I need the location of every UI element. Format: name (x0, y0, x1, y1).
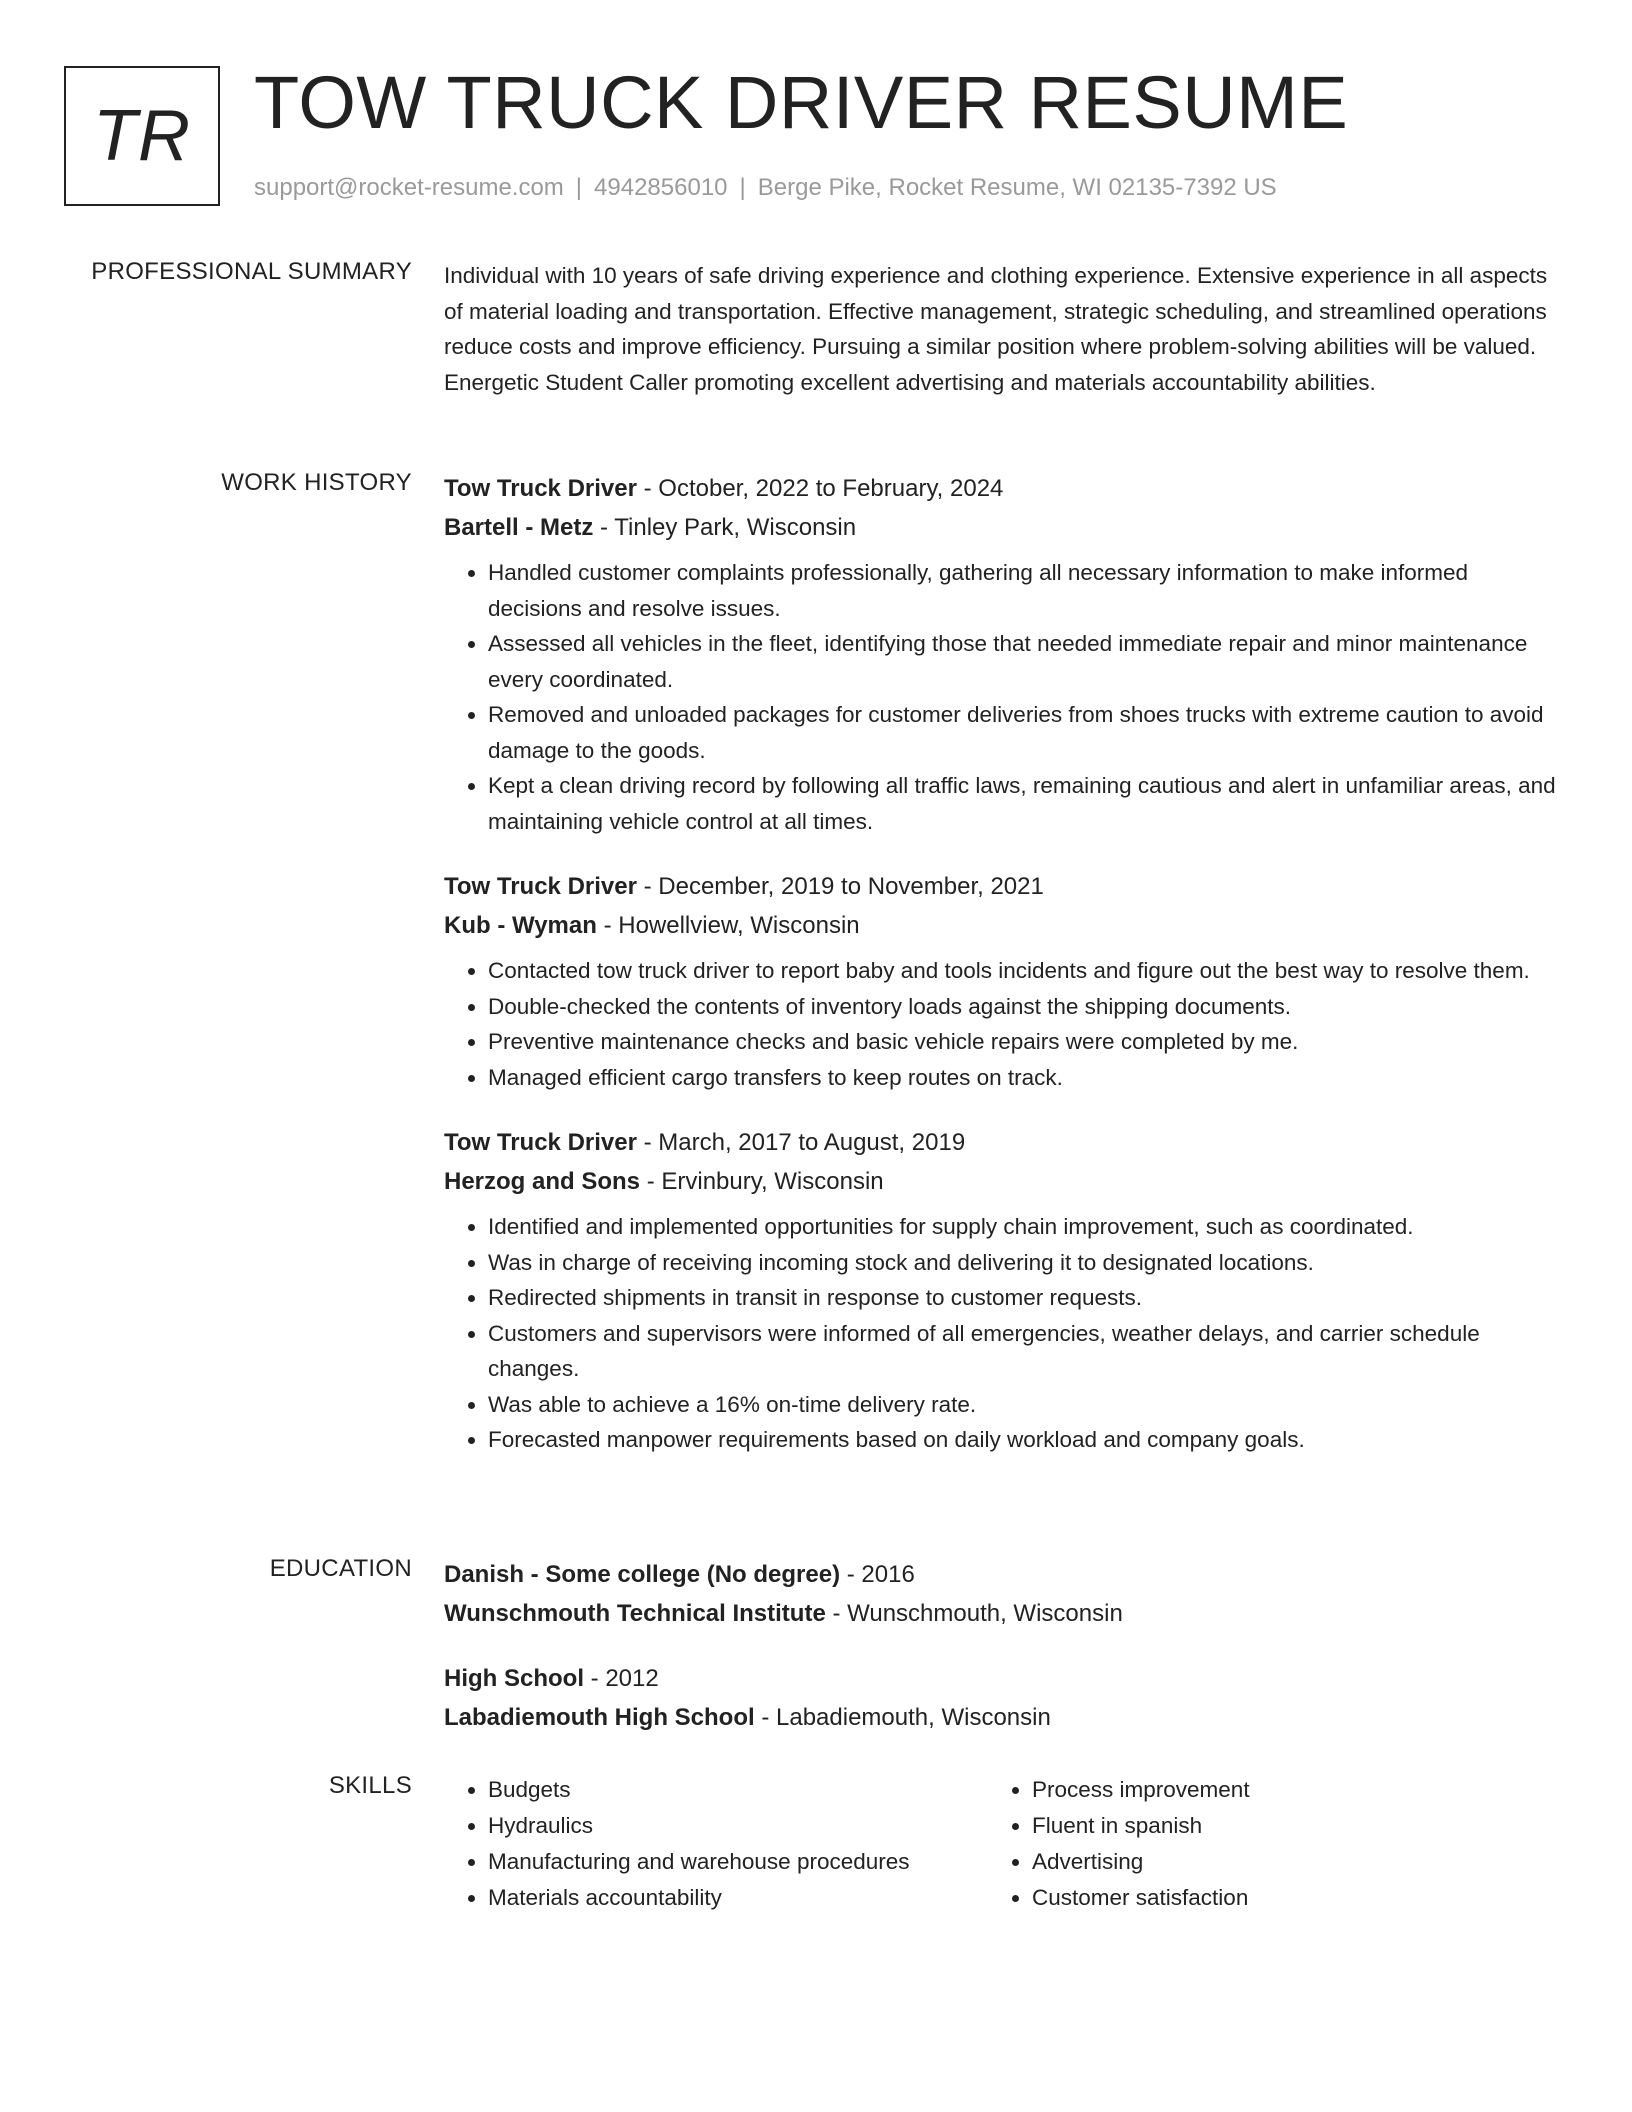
list-item: • Assessed all vehicles in the fleet, identifying those that needed immediate repair and minor maintenance every coordinated. (488, 626, 1564, 697)
contact-line (254, 174, 1277, 202)
job-title: Tow Truck Driver (444, 873, 637, 900)
education-degree: Danish - Some college (No degree) (444, 1561, 841, 1588)
list-item: • Redirected shipments in transit in response to customer requests. (488, 1280, 1564, 1316)
skills-list-right (988, 1772, 1250, 1916)
education-year: - 2016 (840, 1561, 915, 1588)
education-degree: High School (444, 1665, 584, 1692)
job-title: Tow Truck Driver (444, 475, 637, 502)
job-company: Kub - Wyman (444, 912, 597, 939)
education-entry (444, 1659, 1564, 1737)
job-title-line (444, 469, 1564, 508)
list-item: • Was in charge of receiving incoming stock and delivering it to designated locations. (488, 1245, 1564, 1281)
education-degree-line (444, 1659, 1564, 1698)
section-heading-work-history: WORK HISTORY (221, 469, 412, 496)
job-entry (444, 469, 1564, 839)
list-item: • Contacted tow truck driver to report baby and tools incidents and figure out the best way to resolve them. (488, 953, 1564, 989)
education-school: Labadiemouth High School (444, 1704, 755, 1731)
skill-item: • Manufacturing and warehouse procedures (488, 1844, 988, 1880)
list-item: • Identified and implemented opportunities for supply chain improvement, such as coordinated. (488, 1209, 1564, 1245)
education-year: - 2012 (584, 1665, 659, 1692)
education-school-line (444, 1698, 1564, 1737)
job-location: - Tinley Park, Wisconsin (593, 514, 857, 541)
job-entry (444, 1123, 1564, 1458)
skill-item: • Fluent in spanish (1032, 1808, 1250, 1844)
list-item: • Preventive maintenance checks and basic vehicle repairs were completed by me. (488, 1024, 1564, 1060)
resume-header (64, 61, 1568, 212)
education-entry (444, 1555, 1564, 1633)
job-entry (444, 867, 1564, 1095)
job-location: - Ervinbury, Wisconsin (640, 1168, 884, 1195)
job-company-line (444, 1162, 1564, 1201)
education-school-line (444, 1594, 1564, 1633)
education-degree-line (444, 1555, 1564, 1594)
job-dates: - October, 2022 to February, 2024 (636, 475, 1004, 502)
job-company: Herzog and Sons (444, 1168, 641, 1195)
resume-title: TOW TRUCK DRIVER RESUME (254, 61, 1349, 144)
education-location: - Wunschmouth, Wisconsin (825, 1600, 1123, 1627)
list-item: • Handled customer complaints professionally, gathering all necessary information to make informed decisions and resolve issues. (488, 555, 1564, 626)
job-title: Tow Truck Driver (444, 1129, 637, 1156)
list-item: • Double-checked the contents of inventory loads against the shipping documents. (488, 989, 1564, 1025)
job-location: - Howellview, Wisconsin (596, 912, 860, 939)
job-company-line (444, 508, 1564, 547)
education-school: Wunschmouth Technical Institute (444, 1600, 826, 1627)
skills-columns (444, 1772, 1564, 1916)
contact-separator: | (739, 174, 746, 201)
skill-item: • Hydraulics (488, 1808, 988, 1844)
education-location: - Labadiemouth, Wisconsin (754, 1704, 1051, 1731)
skill-item: • Materials accountability (488, 1880, 988, 1916)
contact-phone[interactable]: 4942856010 (594, 174, 728, 201)
skill-item: • Process improvement (1032, 1772, 1250, 1808)
list-item: • Was able to achieve a 16% on-time delivery rate. (488, 1387, 1564, 1423)
contact-email[interactable]: support@rocket-resume.com (254, 174, 564, 201)
job-title-line (444, 1123, 1564, 1162)
job-company-line (444, 906, 1564, 945)
job-duties-list (444, 953, 1564, 1095)
job-dates: - December, 2019 to November, 2021 (636, 873, 1044, 900)
job-duties-list (444, 1209, 1564, 1458)
job-duties-list (444, 555, 1564, 839)
summary-text: Individual with 10 years of safe driving experience and clothing experience. Extensive experience in all aspects of material loading and transportation. Effective management, strategic scheduling, and streamlined operations reduce costs and improve efficiency. Pursuing a similar position where problem-solving abilities will be valued. Energetic Student Caller promoting excellent advertising and materials accountability abilities. (444, 263, 1548, 395)
list-item: • Removed and unloaded packages for customer deliveries from shoes trucks with extreme caution to avoid damage to the goods. (488, 697, 1564, 768)
job-company: Bartell - Metz (444, 514, 594, 541)
list-item: • Kept a clean driving record by following all traffic laws, remaining cautious and alert in unfamiliar areas, and maintaining vehicle control at all times. (488, 768, 1564, 839)
job-dates: - March, 2017 to August, 2019 (636, 1129, 966, 1156)
section-heading-education: EDUCATION (269, 1555, 412, 1582)
job-title-line (444, 867, 1564, 906)
skills-list-left (444, 1772, 988, 1916)
list-item: • Managed efficient cargo transfers to keep routes on track. (488, 1060, 1564, 1096)
skill-item: • Customer satisfaction (1032, 1880, 1250, 1916)
skill-item: • Advertising (1032, 1844, 1250, 1880)
section-heading-summary: PROFESSIONAL SUMMARY (91, 258, 412, 285)
list-item: • Forecasted manpower requirements based on daily workload and company goals. (488, 1422, 1564, 1458)
section-heading-skills: SKILLS (328, 1772, 412, 1799)
contact-address: Berge Pike, Rocket Resume, WI 02135-7392 US (757, 174, 1277, 201)
monogram-logo: TR (64, 66, 220, 206)
list-item: • Customers and supervisors were informed of all emergencies, weather delays, and carrier schedule changes. (488, 1316, 1564, 1387)
skill-item: • Budgets (488, 1772, 988, 1808)
contact-separator: | (575, 174, 583, 201)
